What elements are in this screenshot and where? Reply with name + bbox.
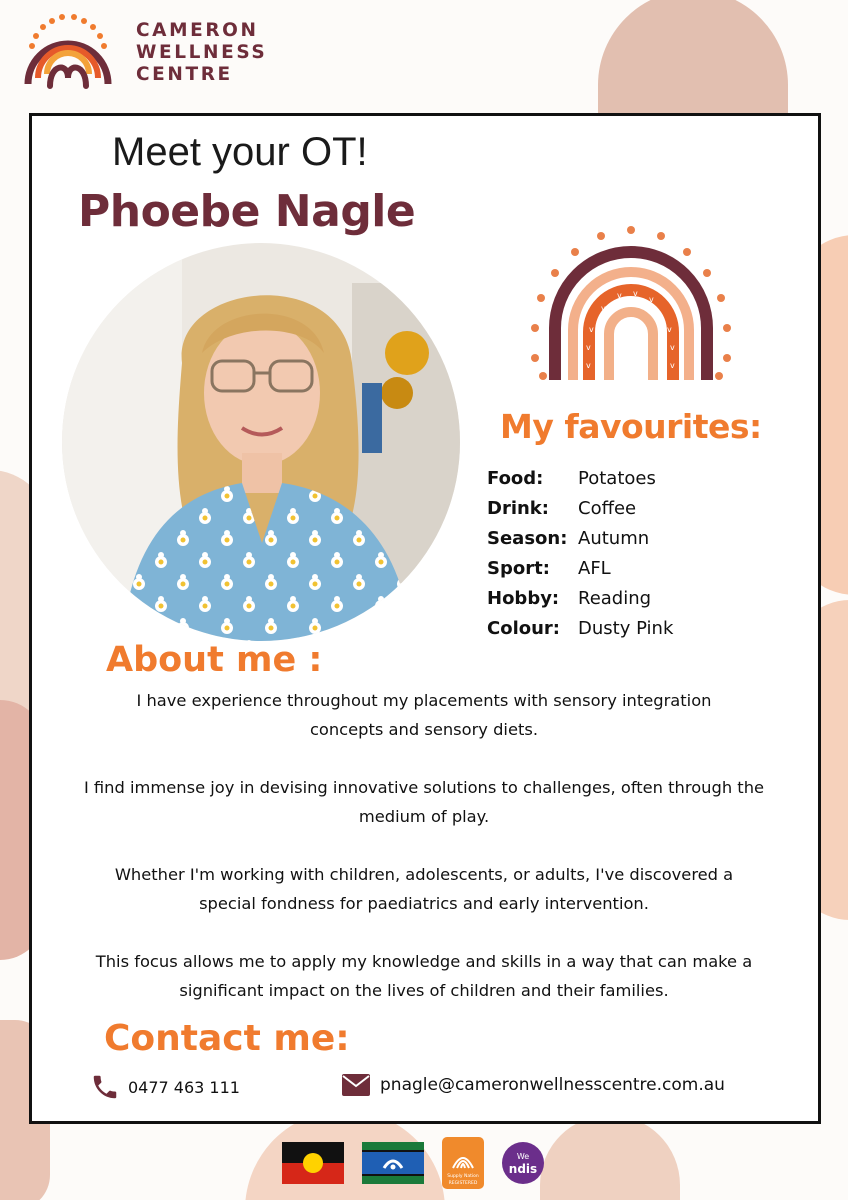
- about-paragraph: This focus allows me to apply my knowledge and skills in a way that can make a significant impact on the lives of children and their families.: [95, 952, 753, 1000]
- favourite-label: Drink:: [487, 497, 549, 519]
- torres-strait-flag-icon: [362, 1142, 424, 1184]
- ndis-we: We: [516, 1152, 530, 1161]
- svg-text:v: v: [670, 343, 675, 352]
- rainbow-arch-logo-icon: [20, 14, 116, 92]
- brand-line: WELLNESS: [136, 42, 268, 63]
- about-paragraph: I find immense joy in devising innovative solutions to challenges, often through the medium of play.: [83, 778, 765, 826]
- supply-nation-sub: REGISTERED: [448, 1181, 478, 1186]
- boho-rainbow-icon: [523, 218, 739, 390]
- favourite-row: [487, 463, 673, 493]
- email-address[interactable]: pnagle@cameronwellnesscentre.com.au: [380, 1075, 725, 1095]
- svg-text:v: v: [649, 295, 654, 304]
- favourite-row: [487, 553, 673, 583]
- svg-text:v: v: [617, 291, 622, 300]
- favourite-value: AFL: [578, 557, 611, 579]
- svg-text:v: v: [670, 361, 675, 370]
- about-paragraph: I have experience throughout my placements with sensory integration concepts and sensory diets.: [136, 691, 712, 739]
- meet-heading: Meet your OT!: [112, 130, 368, 174]
- envelope-icon: [342, 1074, 370, 1096]
- favourite-value: Potatoes: [578, 467, 656, 489]
- favourite-row: [487, 613, 673, 643]
- svg-text:v: v: [667, 325, 672, 334]
- supply-nation-label: Supply Nation: [447, 1174, 479, 1179]
- supply-nation-icon: [451, 1148, 475, 1170]
- favourite-value: Reading: [578, 587, 652, 609]
- supply-nation-badge: [442, 1137, 484, 1189]
- favourite-value: Coffee: [578, 497, 637, 519]
- phone-icon: [90, 1072, 120, 1102]
- portrait-photo: [62, 243, 460, 641]
- brand-name: [136, 20, 267, 86]
- svg-text:v: v: [586, 343, 591, 352]
- favourite-row: [487, 493, 673, 523]
- favourite-label: Season:: [487, 527, 568, 549]
- favourite-value: Dusty Pink: [578, 617, 674, 639]
- aboriginal-flag-icon: [282, 1142, 344, 1184]
- favourites-title: My favourites:: [500, 407, 762, 446]
- favourite-row: [487, 523, 673, 553]
- about-paragraph: Whether I'm working with children, adolescents, or adults, I've discovered a special fondness for paediatrics and early intervention.: [114, 865, 734, 913]
- favourite-value: Autumn: [578, 527, 650, 549]
- brand-line: CENTRE: [136, 64, 233, 85]
- favourite-row: [487, 583, 673, 613]
- svg-text:v: v: [601, 304, 606, 313]
- favourites-list: [487, 463, 673, 643]
- favourite-label: Hobby:: [487, 587, 560, 609]
- contact-title: Contact me:: [104, 1018, 350, 1059]
- ndis-text: ndis: [508, 1162, 538, 1176]
- therapist-name: Phoebe Nagle: [78, 186, 416, 237]
- about-title: About me :: [106, 640, 323, 680]
- phone-number[interactable]: 0477 463 111: [128, 1077, 240, 1097]
- favourite-label: Food:: [487, 467, 544, 489]
- brand-line: CAMERON: [136, 20, 259, 41]
- svg-text:v: v: [586, 361, 591, 370]
- brand-logo: [20, 14, 267, 92]
- phone-contact[interactable]: [90, 1072, 240, 1102]
- favourite-label: Colour:: [487, 617, 561, 639]
- svg-text:v: v: [633, 289, 638, 298]
- footer-badges: [282, 1137, 562, 1189]
- email-contact[interactable]: [342, 1074, 725, 1096]
- favourite-label: Sport:: [487, 557, 550, 579]
- about-text: [60, 686, 788, 1034]
- ndis-badge: [502, 1142, 544, 1184]
- svg-text:v: v: [589, 325, 594, 334]
